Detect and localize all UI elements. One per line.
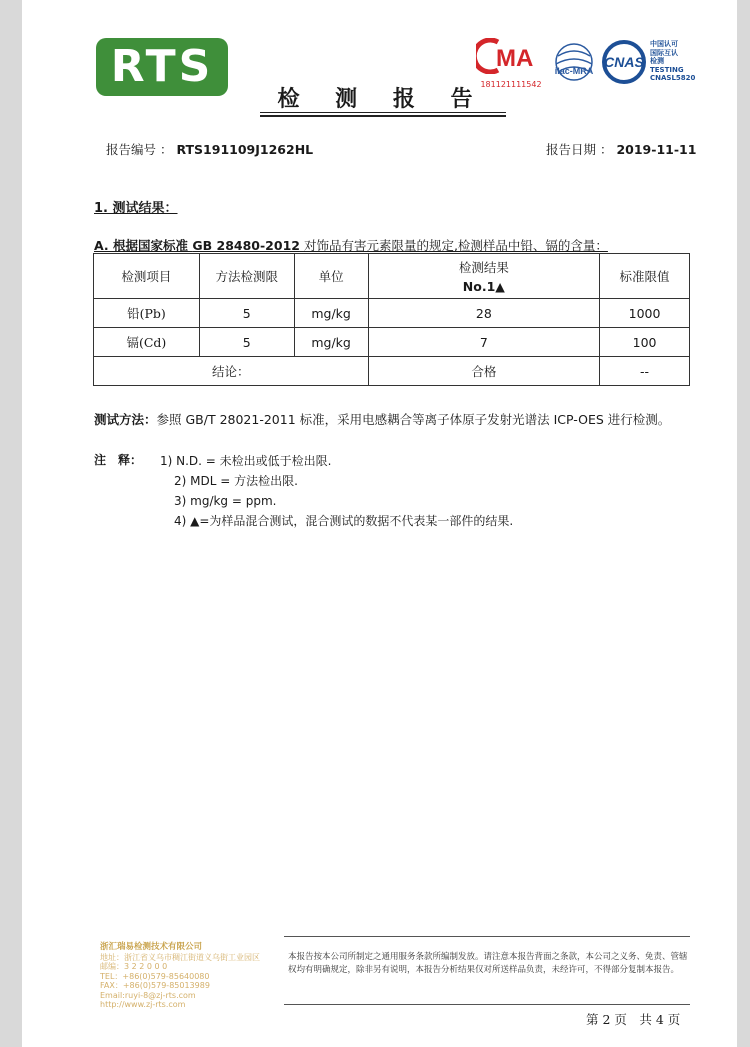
table-row [94, 328, 690, 357]
footer-divider [284, 1004, 690, 1005]
result-sample-label: No.1▲ [462, 279, 505, 294]
ilac-mra-seal [550, 40, 598, 88]
report-title: 检 测 报 告 [277, 86, 487, 112]
footer-divider [284, 936, 690, 937]
table-cell: 镉(Cd) [94, 328, 200, 357]
table-cell: 28 [368, 299, 600, 328]
section-heading: 1. 测试结果： [94, 201, 178, 216]
table-cell: 5 [199, 299, 294, 328]
note-item: 4) ▲=为样品混合测试，混合测试的数据不代表某一部件的结果. [174, 514, 514, 528]
header-cell: 检测项目 [94, 254, 200, 299]
report-date-value: 2019-11-11 [616, 142, 697, 157]
table-header-row [94, 254, 690, 299]
subheading-suffix: 对饰品有害元素限量的规定,检测样品中铅、镉的含量： [299, 238, 608, 253]
report-number-label: 报告编号 ： [106, 142, 173, 157]
test-method-text: 参照 GB/T 28021-2011 标准，采用电感耦合等离子体原子发射光谱法 ICP-OES 进行检测。 [156, 412, 671, 427]
table-cell: mg/kg [294, 299, 368, 328]
table-cell: 7 [368, 328, 600, 357]
cnas-line: 中国认可 [650, 40, 678, 48]
cnas-seal [602, 40, 696, 90]
table-row [94, 299, 690, 328]
result-table [93, 253, 690, 386]
company-info [100, 943, 260, 1010]
conclusion-value: 合格 [368, 357, 600, 386]
report-date-label: 报告日期 ： [546, 142, 613, 157]
table-cell: 5 [199, 328, 294, 357]
company-line: FAX：+86(0)579-85013989 [100, 981, 210, 990]
result-header-label: 检测结果 [458, 260, 509, 275]
note-item: 3) mg/kg = ppm. [174, 494, 277, 508]
report-date [546, 140, 696, 158]
header-cell-result [368, 254, 600, 299]
header-cell: 方法检测限 [199, 254, 294, 299]
title-underline [260, 115, 506, 117]
svg-text:MA: MA [496, 45, 534, 72]
svg-text:ilac-MRA: ilac-MRA [554, 66, 594, 76]
notes-label: 注 释： [94, 453, 143, 467]
company-line: 邮编：3 2 2 0 0 0 [100, 962, 168, 971]
company-line: http://www.zj-rts.com [100, 1000, 186, 1009]
company-line: 地址：浙江省义乌市稠江街道义乌街工业园区 [100, 952, 260, 962]
title-underline [260, 112, 506, 113]
conclusion-limit: -- [600, 357, 690, 386]
section-subheading [94, 236, 608, 254]
table-cell: 铅(Pb) [94, 299, 200, 328]
report-page [22, 0, 737, 1047]
company-name: 浙汇瑞易检测技术有限公司 [100, 942, 203, 952]
note-item: 1) N.D. = 未检出或低于检出限. [160, 454, 332, 468]
cnas-line: TESTING [650, 65, 684, 74]
footer-disclaimer: 本报告按本公司所制定之通用服务条款所编制发放。请注意本报告背面之条款，本公司之义务、免责、管辖权均有明确规定，除非另有说明，本报告分析结果仅对所送样品负责，未经许可，不得部分复制本报告。 [288, 952, 688, 975]
header-cell: 标准限值 [600, 254, 690, 299]
report-number-value: RTS191109J1262HL [176, 142, 314, 157]
header-cell: 单位 [294, 254, 368, 299]
cnas-line: 国际互认 [650, 48, 678, 57]
table-cell: 1000 [600, 299, 690, 328]
page-number: 第 2 页 共 4 页 [586, 1012, 681, 1027]
cnas-mark-icon [602, 40, 650, 88]
cnas-text-block [650, 40, 695, 83]
cma-number: 181121111542 [480, 80, 542, 89]
cnas-line: CNASL5820 [650, 74, 696, 82]
cma-mark-icon [476, 38, 546, 74]
company-line: TEL：+86(0)579-85640080 [100, 971, 210, 981]
conclusion-label: 结论： [94, 357, 369, 386]
rts-logo: RTS [96, 38, 228, 96]
conclusion-row [94, 357, 690, 386]
ilac-globe-icon [550, 40, 598, 88]
cnas-line: 检测 [650, 57, 664, 65]
svg-text:CNAS: CNAS [604, 54, 644, 70]
company-line: Email:ruyi-8@zj-rts.com [100, 990, 196, 1000]
test-method-label: 测试方法： [94, 412, 157, 427]
subheading-prefix: A. 根据国家标准 [94, 238, 193, 253]
notes-list [160, 451, 513, 531]
cma-seal [476, 38, 546, 88]
report-number [106, 140, 313, 158]
table-cell: 100 [600, 328, 690, 357]
table-cell: mg/kg [294, 328, 368, 357]
note-item: 2) MDL = 方法检出限. [174, 474, 298, 488]
subheading-standard: GB 28480-2012 [192, 238, 300, 253]
test-method [94, 410, 670, 428]
